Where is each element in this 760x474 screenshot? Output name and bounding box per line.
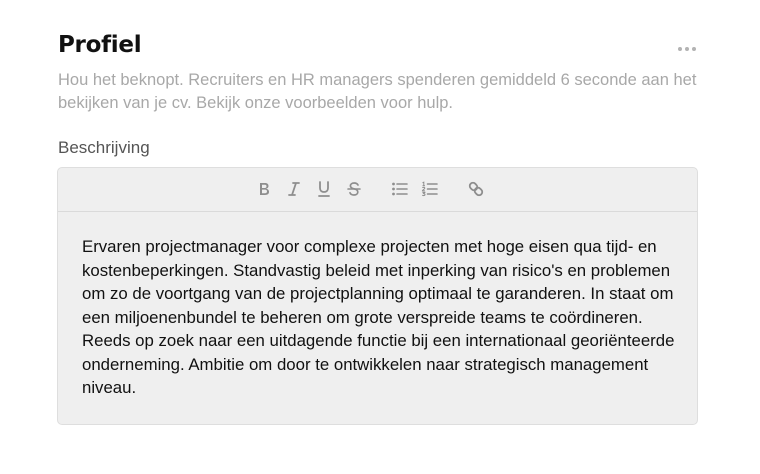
underline-icon[interactable] — [313, 178, 335, 200]
numbered-list-icon[interactable] — [419, 178, 441, 200]
editor-toolbar — [58, 168, 697, 212]
italic-icon[interactable] — [283, 178, 305, 200]
section-title: Profiel — [58, 32, 142, 58]
strikethrough-icon[interactable] — [343, 178, 365, 200]
more-dot — [678, 47, 682, 51]
bold-icon[interactable] — [253, 178, 275, 200]
more-dot — [685, 47, 689, 51]
bulleted-list-icon[interactable] — [389, 178, 411, 200]
description-label: Beschrijving — [58, 138, 150, 157]
description-editor — [57, 167, 698, 425]
link-icon[interactable] — [465, 178, 487, 200]
description-textarea[interactable]: Ervaren projectmanager voor complexe projecten met hoge eisen qua tijd- en kostenbeperkingen. Standvastig beleid met inperking van risico's en problemen om zo de voortgang van de projectplanning optimaal te garanderen. In staat om een miljoenenbundel te beheren om grote verspreide teams te coördineren. Reeds op zoek naar een uitdagende functie bij een internationaal georiënteerde onderneming. Ambitie om door te ontwikkelen naar strategisch management niveau. — [82, 237, 675, 397]
section-hint: Hou het beknopt. Recruiters en HR managers spenderen gemiddeld 6 seconde aan het bekijken van je cv. Bekijk onze voorbeelden voor hulp. — [58, 71, 697, 112]
more-dot — [692, 47, 696, 51]
more-horizontal-icon[interactable] — [674, 40, 700, 58]
